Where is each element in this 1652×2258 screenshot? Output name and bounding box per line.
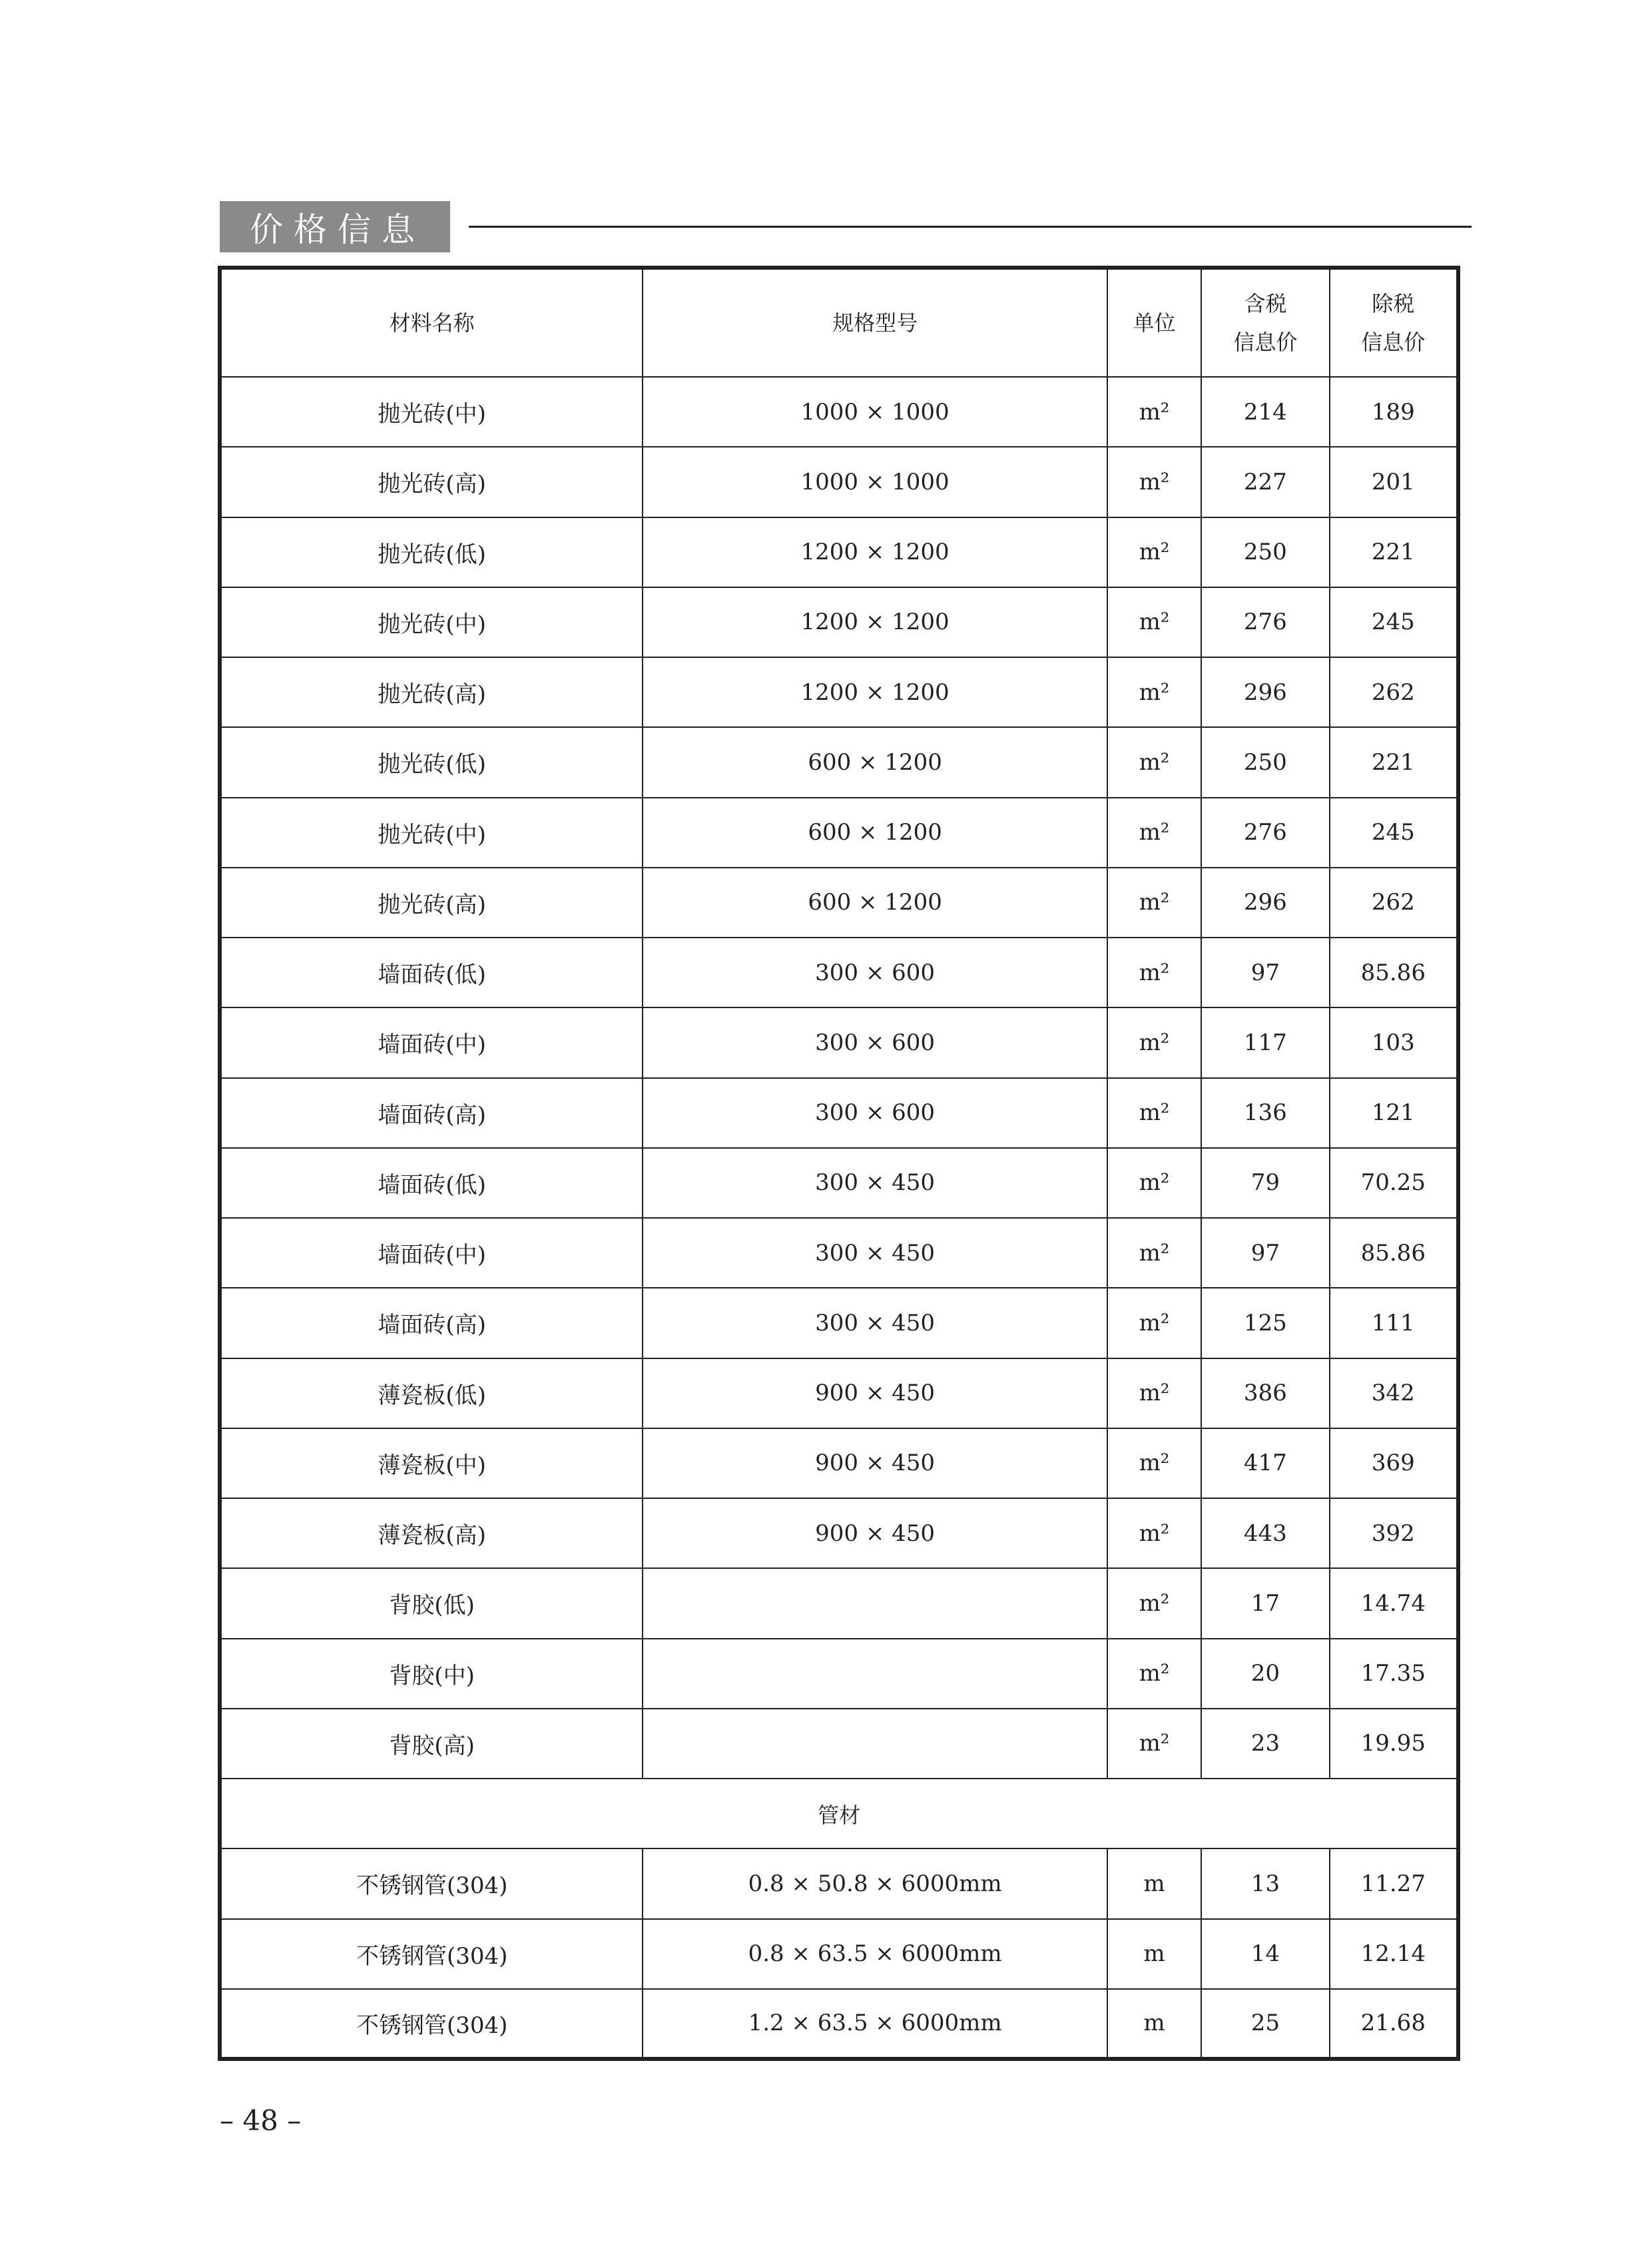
cell-name: 抛光砖(高): [220, 447, 643, 517]
table-row: [220, 587, 1458, 657]
cell-unit: m²: [1107, 727, 1201, 797]
cell-price_notax: 21.68: [1330, 1989, 1458, 2059]
cell-name: 薄瓷板(高): [220, 1498, 643, 1568]
cell-unit: m²: [1107, 517, 1201, 587]
cell-unit: m²: [1107, 1218, 1201, 1288]
table-row: [220, 1568, 1458, 1638]
cell-unit: m²: [1107, 1007, 1201, 1077]
cell-price_notax: 342: [1330, 1358, 1458, 1428]
cell-spec: 300 × 450: [643, 1288, 1107, 1358]
cell-price_notax: 14.74: [1330, 1568, 1458, 1638]
page-number: – 48 –: [220, 2104, 302, 2137]
cell-price_tax: 386: [1201, 1358, 1329, 1428]
cell-unit: m²: [1107, 447, 1201, 517]
cell-price_tax: 13: [1201, 1848, 1329, 1918]
cell-unit: m²: [1107, 1148, 1201, 1218]
cell-name: 不锈钢管(304): [220, 1989, 643, 2059]
cell-name: 抛光砖(高): [220, 657, 643, 727]
cell-unit: m²: [1107, 377, 1201, 447]
cell-name: 抛光砖(中): [220, 587, 643, 657]
cell-price_notax: 11.27: [1330, 1848, 1458, 1918]
cell-spec: 1.2 × 63.5 × 6000mm: [643, 1989, 1107, 2059]
cell-price_tax: 97: [1201, 1218, 1329, 1288]
cell-price_tax: 14: [1201, 1919, 1329, 1989]
cell-spec: 0.8 × 50.8 × 6000mm: [643, 1848, 1107, 1918]
cell-name: 墙面砖(高): [220, 1078, 643, 1148]
cell-price_tax: 417: [1201, 1428, 1329, 1498]
cell-spec: 1200 × 1200: [643, 657, 1107, 727]
cell-price_notax: 201: [1330, 447, 1458, 517]
cell-price_notax: 369: [1330, 1428, 1458, 1498]
cell-name: 墙面砖(中): [220, 1007, 643, 1077]
cell-name: 不锈钢管(304): [220, 1919, 643, 1989]
cell-price_tax: 276: [1201, 798, 1329, 868]
cell-price_tax: 214: [1201, 377, 1329, 447]
cell-unit: m: [1107, 1919, 1201, 1989]
price-table: [218, 266, 1460, 2061]
cell-price_notax: 85.86: [1330, 1218, 1458, 1288]
cell-price_tax: 136: [1201, 1078, 1329, 1148]
cell-price_tax: 23: [1201, 1709, 1329, 1779]
table-row: [220, 1218, 1458, 1288]
cell-unit: m²: [1107, 1358, 1201, 1428]
cell-spec: 1200 × 1200: [643, 587, 1107, 657]
cell-unit: m²: [1107, 1288, 1201, 1358]
table-body: [220, 377, 1458, 2059]
cell-spec: [643, 1568, 1107, 1638]
cell-price_notax: 245: [1330, 587, 1458, 657]
cell-unit: m²: [1107, 868, 1201, 938]
cell-unit: m: [1107, 1989, 1201, 2059]
table-row: [220, 377, 1458, 447]
cell-price_notax: 262: [1330, 868, 1458, 938]
cell-price_notax: 17.35: [1330, 1639, 1458, 1709]
column-header-spec: [643, 268, 1107, 377]
cell-price_notax: 70.25: [1330, 1148, 1458, 1218]
cell-unit: m²: [1107, 1428, 1201, 1498]
table-row: [220, 798, 1458, 868]
cell-price_notax: 262: [1330, 657, 1458, 727]
cell-unit: m²: [1107, 1639, 1201, 1709]
table-row: [220, 1989, 1458, 2059]
cell-spec: 300 × 450: [643, 1218, 1107, 1288]
cell-price_notax: 19.95: [1330, 1709, 1458, 1779]
cell-name: 背胶(中): [220, 1639, 643, 1709]
table-row: [220, 1639, 1458, 1709]
cell-price_notax: 85.86: [1330, 938, 1458, 1007]
table-row: [220, 1078, 1458, 1148]
cell-price_notax: 12.14: [1330, 1919, 1458, 1989]
cell-spec: 300 × 600: [643, 1078, 1107, 1148]
column-header-price_notax: [1330, 268, 1458, 377]
cell-spec: 900 × 450: [643, 1428, 1107, 1498]
cell-name: 抛光砖(中): [220, 377, 643, 447]
cell-name: 抛光砖(高): [220, 868, 643, 938]
cell-name: 墙面砖(中): [220, 1218, 643, 1288]
cell-price_tax: 227: [1201, 447, 1329, 517]
column-header-label: 信息价: [1233, 330, 1298, 355]
table-header-row: [220, 268, 1458, 377]
column-header-label: 含税: [1244, 291, 1287, 316]
column-header-name: [220, 268, 643, 377]
cell-price_tax: 20: [1201, 1639, 1329, 1709]
cell-spec: 300 × 600: [643, 938, 1107, 1007]
cell-price_tax: 25: [1201, 1989, 1329, 2059]
cell-unit: m²: [1107, 587, 1201, 657]
cell-price_tax: 296: [1201, 657, 1329, 727]
column-header-label: 规格型号: [832, 310, 918, 336]
table-row: [220, 1358, 1458, 1428]
table-row: [220, 517, 1458, 587]
cell-name: 抛光砖(低): [220, 727, 643, 797]
section-row: [220, 1779, 1458, 1848]
cell-spec: [643, 1709, 1107, 1779]
cell-unit: m²: [1107, 1709, 1201, 1779]
header-divider: [469, 226, 1472, 228]
cell-name: 抛光砖(中): [220, 798, 643, 868]
section-title: 价格信息: [250, 210, 425, 249]
cell-spec: 900 × 450: [643, 1358, 1107, 1428]
cell-price_tax: 250: [1201, 727, 1329, 797]
cell-unit: m²: [1107, 798, 1201, 868]
cell-name: 不锈钢管(304): [220, 1848, 643, 1918]
cell-unit: m²: [1107, 1498, 1201, 1568]
cell-spec: 1200 × 1200: [643, 517, 1107, 587]
cell-unit: m²: [1107, 1568, 1201, 1638]
cell-price_notax: 245: [1330, 798, 1458, 868]
cell-price_tax: 276: [1201, 587, 1329, 657]
cell-price_notax: 121: [1330, 1078, 1458, 1148]
cell-name: 墙面砖(低): [220, 1148, 643, 1218]
column-header-label: 单位: [1133, 310, 1176, 336]
cell-spec: 900 × 450: [643, 1498, 1107, 1568]
table-row: [220, 1848, 1458, 1918]
cell-price_tax: 250: [1201, 517, 1329, 587]
cell-name: 背胶(低): [220, 1568, 643, 1638]
column-header-price_tax: [1201, 268, 1329, 377]
cell-spec: 300 × 450: [643, 1148, 1107, 1218]
cell-name: 抛光砖(低): [220, 517, 643, 587]
table-row: [220, 657, 1458, 727]
table-row: [220, 447, 1458, 517]
column-header-label: 信息价: [1361, 330, 1426, 355]
column-header-label: 除税: [1372, 291, 1415, 316]
section-label: 管材: [220, 1779, 1458, 1848]
cell-unit: m²: [1107, 657, 1201, 727]
cell-name: 薄瓷板(低): [220, 1358, 643, 1428]
cell-spec: 600 × 1200: [643, 798, 1107, 868]
column-header-unit: [1107, 268, 1201, 377]
cell-price_tax: 296: [1201, 868, 1329, 938]
cell-price_notax: 221: [1330, 727, 1458, 797]
cell-price_tax: 443: [1201, 1498, 1329, 1568]
cell-name: 背胶(高): [220, 1709, 643, 1779]
table-row: [220, 1498, 1458, 1568]
cell-name: 墙面砖(低): [220, 938, 643, 1007]
cell-price_notax: 392: [1330, 1498, 1458, 1568]
table-row: [220, 1288, 1458, 1358]
cell-price_tax: 97: [1201, 938, 1329, 1007]
cell-unit: m²: [1107, 1078, 1201, 1148]
table-row: [220, 1709, 1458, 1779]
cell-spec: 600 × 1200: [643, 868, 1107, 938]
table-row: [220, 868, 1458, 938]
section-title-badge: [220, 201, 450, 252]
cell-price_notax: 103: [1330, 1007, 1458, 1077]
column-header-label: 材料名称: [389, 310, 475, 336]
cell-spec: 300 × 600: [643, 1007, 1107, 1077]
cell-spec: 1000 × 1000: [643, 447, 1107, 517]
table-row: [220, 938, 1458, 1007]
cell-spec: [643, 1639, 1107, 1709]
table-row: [220, 1919, 1458, 1989]
cell-price_tax: 17: [1201, 1568, 1329, 1638]
cell-price_notax: 189: [1330, 377, 1458, 447]
cell-price_notax: 111: [1330, 1288, 1458, 1358]
cell-name: 薄瓷板(中): [220, 1428, 643, 1498]
cell-name: 墙面砖(高): [220, 1288, 643, 1358]
cell-price_tax: 117: [1201, 1007, 1329, 1077]
cell-price_tax: 125: [1201, 1288, 1329, 1358]
cell-spec: 0.8 × 63.5 × 6000mm: [643, 1919, 1107, 1989]
cell-spec: 600 × 1200: [643, 727, 1107, 797]
cell-unit: m²: [1107, 938, 1201, 1007]
table-row: [220, 727, 1458, 797]
table-row: [220, 1428, 1458, 1498]
table-row: [220, 1148, 1458, 1218]
cell-spec: 1000 × 1000: [643, 377, 1107, 447]
table-row: [220, 1007, 1458, 1077]
cell-unit: m: [1107, 1848, 1201, 1918]
cell-price_tax: 79: [1201, 1148, 1329, 1218]
cell-price_notax: 221: [1330, 517, 1458, 587]
